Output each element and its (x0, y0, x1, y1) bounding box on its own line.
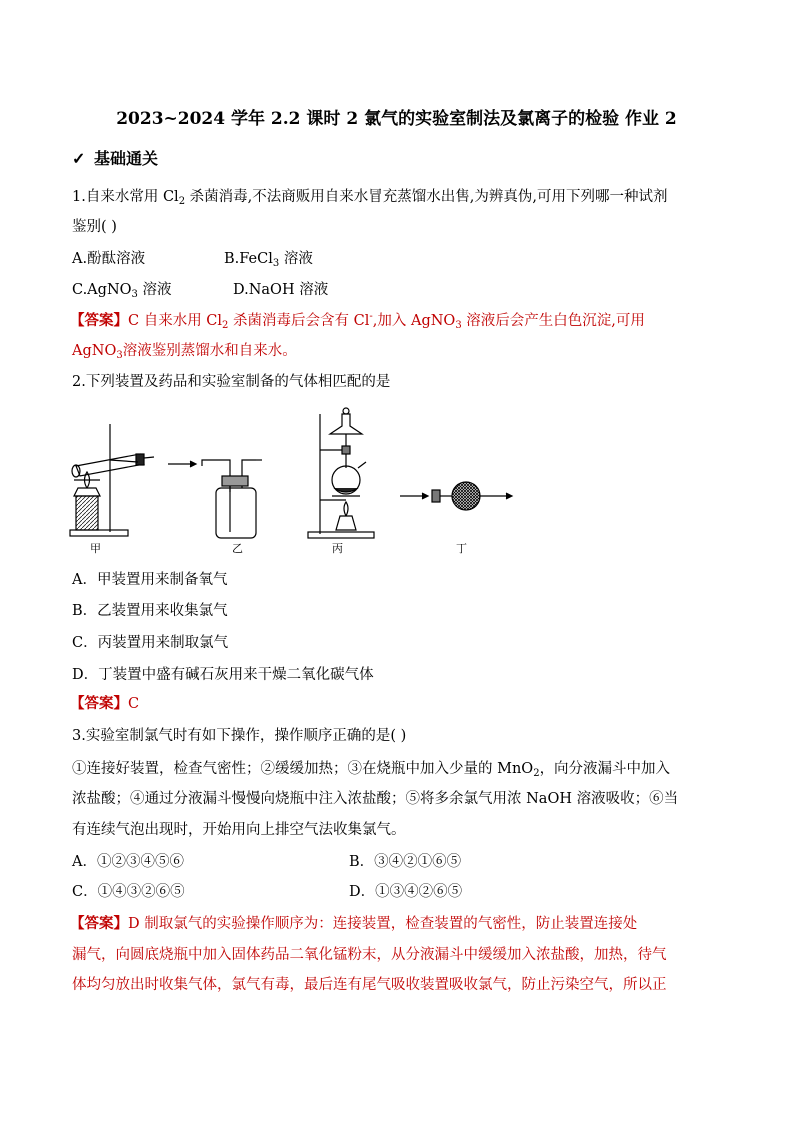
apparatus-jia (70, 424, 154, 536)
q1-answer: 【答案】C 自来水用 $Cl_2$ 杀菌消毒后会含有 Cl-,加入 AgNO$_3$ 溶液后会产生白色沉淀,可用 (70, 311, 645, 331)
q2-option-c: C．丙装置用来制取氯气 (72, 635, 229, 651)
apparatus-figure (66, 404, 536, 556)
q3-answer-line3: 体均匀放出时收集气体，氯气有毒，最后连有尾气吸收装置吸收氯气，防止污染空气，所以正 (72, 977, 667, 993)
q1-option-b: B.FeCl$_3$ 溶液 (224, 251, 313, 269)
section-label: 基础通关 (94, 149, 159, 168)
check-icon: ✓ (72, 149, 86, 168)
q3-body-line1: ①连接好装置，检查气密性；②缓缓加热；③在烧瓶中加入少量的 MnO$_2$，向分液漏斗中加入 (72, 761, 671, 779)
q3-stem: 3.实验室制氯气时有如下操作，操作顺序正确的是( ) (72, 728, 407, 744)
apparatus-yi (202, 460, 262, 538)
q1-option-d: D.NaOH 溶液 (233, 282, 329, 298)
apparatus-bing (308, 408, 374, 538)
q3-answer-line2: 漏气，向圆底烧瓶中加入固体药品二氧化锰粉末，从分液漏斗中缓缓加入浓盐酸，加热，待气 (72, 947, 667, 963)
q1-answer-line2: AgNO$_3$溶液鉴别蒸馏水和自来水。 (72, 343, 297, 361)
page-title: 2023~2024 学年 2.2 课时 2 氯气的实验室制法及氯离子的检验 作业 2 (116, 109, 677, 129)
figure-label-yi: 乙 (232, 542, 243, 555)
q2-option-b: B．乙装置用来收集氯气 (72, 603, 228, 619)
q2-answer: 【答案】C (70, 695, 140, 712)
q2-option-a: A．甲装置用来制备氧气 (72, 572, 228, 588)
figure-label-bing: 丙 (332, 542, 343, 555)
q1-stem-line2: 鉴别( ) (72, 219, 117, 235)
section-heading (72, 146, 158, 169)
apparatus-ding (432, 482, 512, 510)
q3-option-b: B．③④②①⑥⑤ (349, 854, 462, 870)
q2-stem: 2.下列装置及药品和实验室制备的气体相匹配的是 (72, 374, 391, 390)
figure-label-jia: 甲 (90, 542, 101, 555)
q1-option-a: A.酚酞溶液 (72, 251, 146, 267)
q3-option-d: D．①③④②⑥⑤ (349, 884, 463, 900)
q3-body-line2: 浓盐酸；④通过分液漏斗慢慢向烧瓶中注入浓盐酸；⑤将多余氯气用浓 NaOH 溶液吸收；⑥当 (72, 791, 679, 807)
q3-body-line3: 有连续气泡出现时，开始用向上排空气法收集氯气。 (72, 822, 406, 838)
q1-stem: 1.自来水常用 $Cl_2$ 杀菌消毒,不法商贩用自来水冒充蒸馏水出售,为辨真伪,可用下列哪一种试剂 (72, 189, 668, 207)
q3-option-c: C．①④③②⑥⑤ (72, 884, 185, 900)
q3-answer: 【答案】D 制取氯气的实验操作顺序为：连接装置，检查装置的气密性，防止装置连接处 (70, 915, 638, 932)
figure-label-ding: 丁 (456, 542, 467, 555)
apparatus-diagram (66, 404, 536, 556)
q1-option-c: C.AgNO$_3$ 溶液 (72, 282, 172, 300)
q3-option-a: A．①②③④⑤⑥ (72, 854, 184, 870)
q2-option-d: D．丁装置中盛有碱石灰用来干燥二氧化碳气体 (72, 667, 374, 683)
